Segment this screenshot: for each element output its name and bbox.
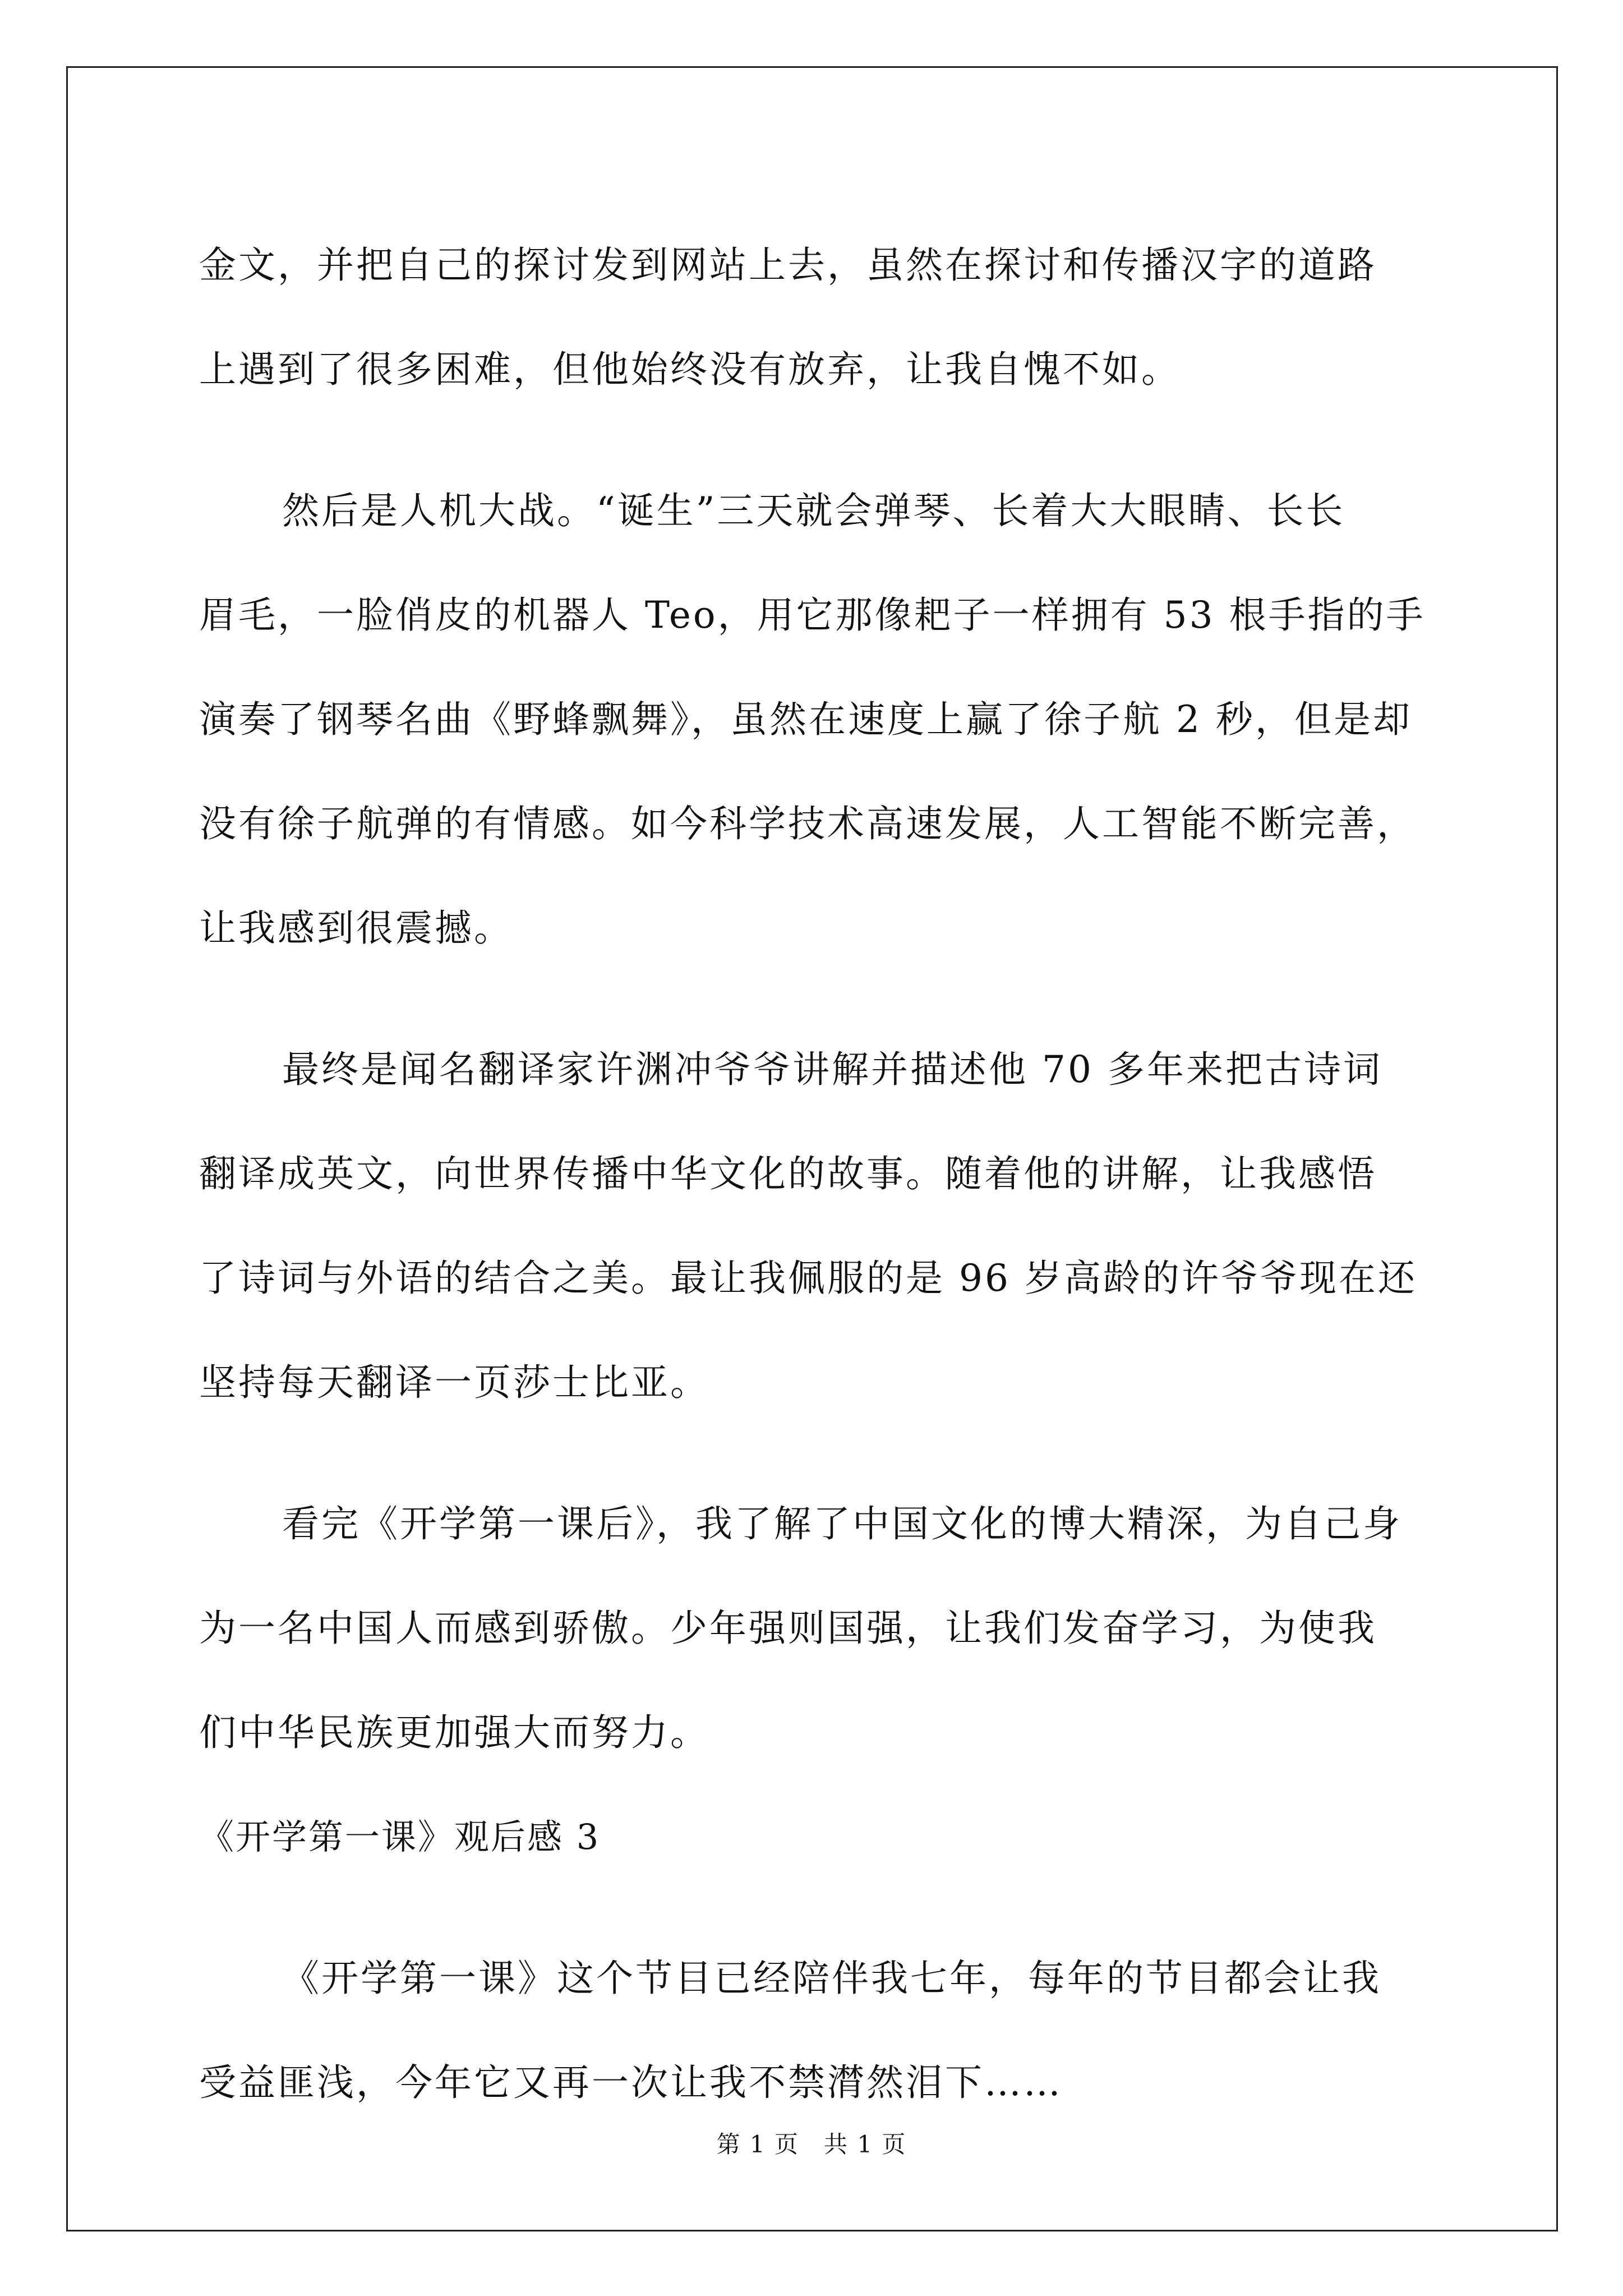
text-line: 了诗词与外语的结合之美。最让我佩服的是 96 岁高龄的许爷爷现在还 <box>199 1257 1417 1300</box>
text-line: 金文，并把自己的探讨发到网站上去，虽然在探讨和传播汉字的道路 <box>199 243 1377 287</box>
text-line: 受益匪浅，今年它又再一次让我不禁潸然泪下…… <box>199 2061 1063 2104</box>
text-line: 坚持每天翻译一页莎士比亚。 <box>199 1361 709 1404</box>
document-body <box>199 213 1467 2135</box>
section-heading: 《开学第一课》观后感 3 <box>199 1816 601 1857</box>
text-line: 没有徐子航弹的有情感。如今科学技术高速发展，人工智能不断完善， <box>199 802 1416 845</box>
text-line: 翻译成英文，向世界传播中华文化的故事。随着他的讲解，让我感悟 <box>199 1152 1377 1195</box>
text-line: 最终是闻名翻译家许渊冲爷爷讲解并描述他 70 多年来把古诗词 <box>282 1048 1382 1091</box>
text-line: 们中华民族更加强大而努力。 <box>199 1711 709 1754</box>
paragraph <box>199 459 1467 981</box>
text-line: 眉毛，一脸俏皮的机器人 Teo，用它那像耙子一样拥有 53 根手指的手 <box>199 593 1426 637</box>
text-line: 然后是人机大战。“诞生”三天就会弹琴、长着大大眼睛、长长 <box>282 489 1345 532</box>
text-line: 看完《开学第一课后》，我了解了中国文化的博大精深，为自己身 <box>282 1502 1402 1545</box>
paragraph <box>199 1018 1467 1435</box>
page-footer: 第 1 页 共 1 页 <box>716 2131 907 2158</box>
text-line: 为一名中国人而感到骄傲。少年强则国强，让我们发奋学习，为使我 <box>199 1607 1377 1650</box>
paragraph <box>199 213 1467 422</box>
text-line: 《开学第一课》这个节目已经陪伴我七年，每年的节目都会让我 <box>282 1957 1381 2000</box>
text-line: 让我感到很震撼。 <box>199 907 513 950</box>
paragraph <box>199 1926 1467 2135</box>
text-line: 上遇到了很多困难，但他始终没有放弃，让我自愧不如。 <box>199 348 1181 391</box>
paragraph <box>199 1472 1467 1785</box>
text-line: 演奏了钢琴名曲《野蜂飘舞》，虽然在速度上赢了徐子航 2 秒，但是却 <box>199 698 1412 741</box>
